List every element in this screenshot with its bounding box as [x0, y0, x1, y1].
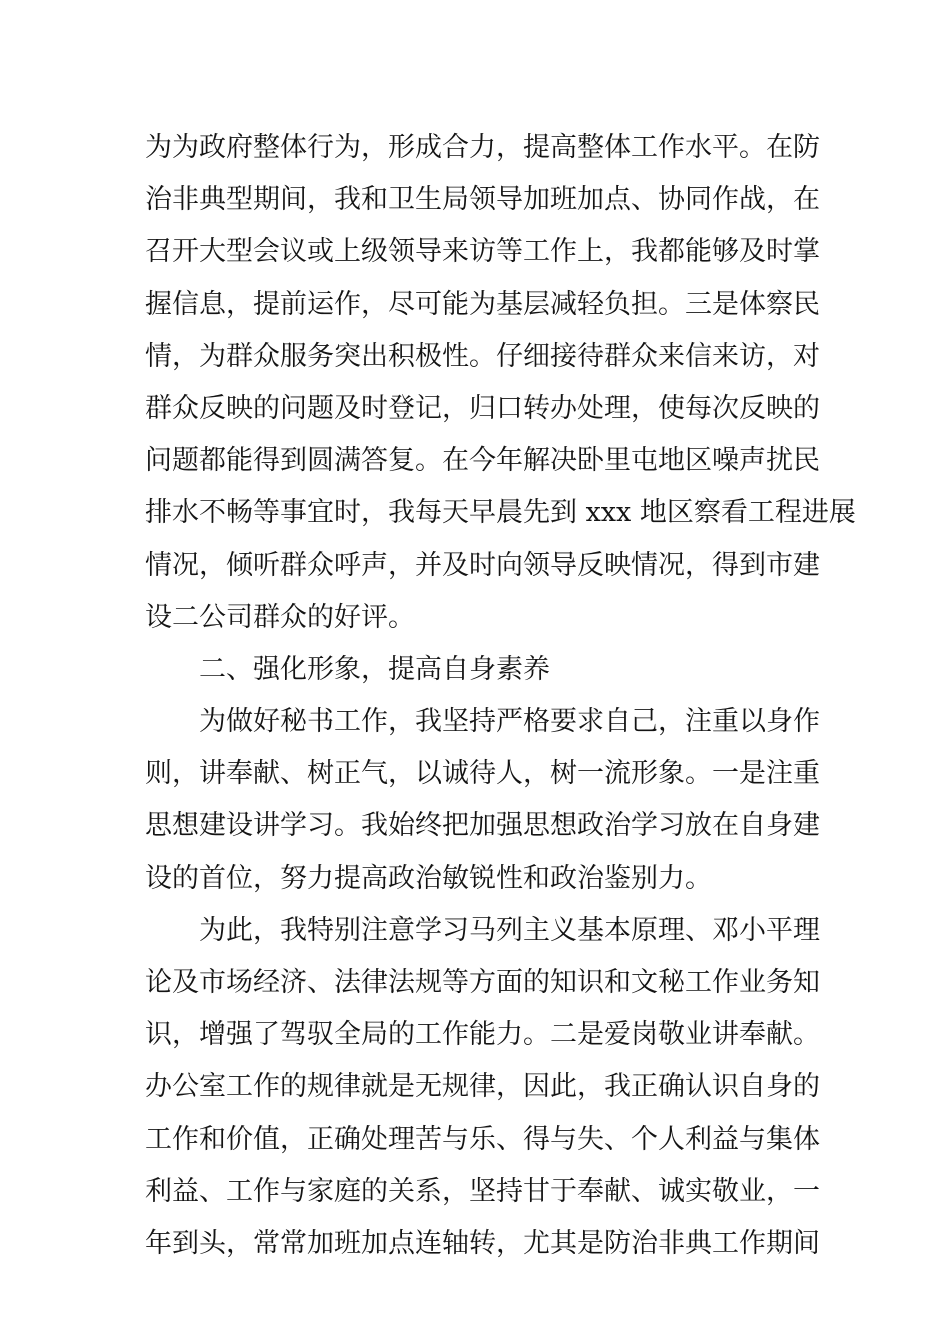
text-line: 排水不畅等事宜时，我每天早晨先到 xxx 地区察看工程进展 — [145, 497, 856, 529]
text-line: 为此，我特别注意学习马列主义基本原理、邓小平理 — [199, 914, 820, 946]
section-heading: 二、强化形象，提高自身素养 — [199, 653, 550, 685]
text-line: 为为政府整体行为，形成合力，提高整体工作水平。在防 — [145, 132, 820, 163]
text-line: 问题都能得到圆满答复。在今年解决卧里屯地区噪声扰民 — [145, 445, 820, 477]
text-line: 思想建设讲学习。我始终把加强思想政治学习放在自身建 — [145, 810, 820, 842]
text-line: 群众反映的问题及时登记，归口转办处理，使每次反映的 — [145, 392, 820, 424]
text-line: 为做好秘书工作，我坚持严格要求自己，注重以身作 — [199, 706, 820, 738]
document-body — [145, 122, 856, 1270]
text-line: 利益、工作与家庭的关系，坚持甘于奉献、诚实敬业，一 — [145, 1175, 820, 1207]
text-line: 握信息，提前运作，尽可能为基层减轻负担。三是体察民 — [145, 288, 820, 320]
text-line: 识，增强了驾驭全局的工作能力。二是爱岗敬业讲奉献。 — [145, 1019, 820, 1051]
text-line: 设的首位，努力提高政治敏锐性和政治鉴别力。 — [145, 862, 712, 894]
text-line: 工作和价值，正确处理苦与乐、得与失、个人利益与集体 — [145, 1123, 820, 1155]
text-line: 情，为群众服务突出积极性。仔细接待群众来信来访，对 — [145, 340, 820, 372]
text-line: 年到头，常常加班加点连轴转，尤其是防治非典工作期间 — [145, 1227, 820, 1259]
text-line: 情况，倾听群众呼声，并及时向领导反映情况，得到市建 — [145, 549, 820, 581]
text-line: 则，讲奉献、树正气，以诚待人，树一流形象。一是注重 — [145, 758, 820, 790]
text-line: 设二公司群众的好评。 — [145, 601, 415, 633]
text-line: 论及市场经济、法律法规等方面的知识和文秘工作业务知 — [145, 967, 820, 998]
text-line: 办公室工作的规律就是无规律，因此，我正确认识自身的 — [145, 1071, 820, 1103]
text-line: 召开大型会议或上级领导来访等工作上，我都能够及时掌 — [145, 236, 820, 268]
text-line: 治非典型期间，我和卫生局领导加班加点、协同作战，在 — [145, 184, 820, 216]
